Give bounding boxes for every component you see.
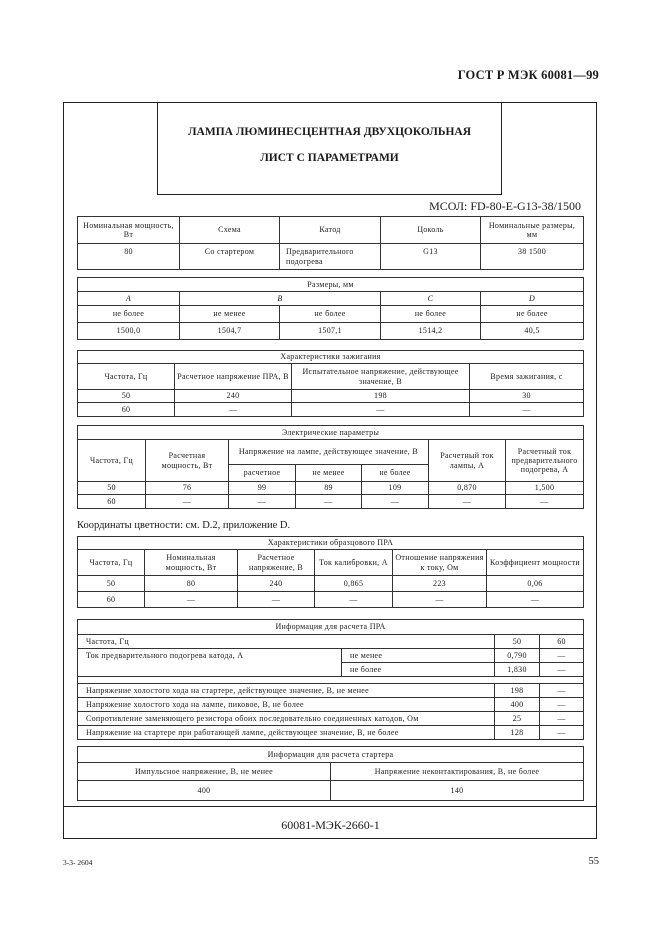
ballast-cell: 50 [78,576,145,592]
starter-cell: 140 [331,781,584,801]
design-caption: Информация для расчета ПРА [78,620,584,635]
el-header: Расчетная мощность, Вт [146,440,229,482]
page-number: 55 [588,856,599,867]
design-cell: 400 [495,698,540,712]
value-power: 80 [78,244,180,270]
el-cell: — [229,495,296,509]
dim-value: 1507,1 [280,323,381,340]
dim-limit: не более [481,306,584,323]
ballast-cell: — [315,592,393,608]
header-cap: Цоколь [381,217,481,244]
design-cell: — [540,726,584,740]
design-cell: 25 [495,712,540,726]
el-header: Частота, Гц [78,440,146,482]
dim-limit: не менее [180,306,280,323]
ballast-header: Расчетное напряжение, В [238,550,315,576]
value-dimensions: 38 1500 [481,244,584,270]
el-cell: — [429,495,506,509]
ign-cell: — [292,403,470,417]
design-cell: 128 [495,726,540,740]
title-line-2: ЛИСТ С ПАРАМЕТРАМИ [260,152,399,164]
design-cell: 1,830 [495,663,540,677]
design-row-label: Напряжение холостого хода на лампе, пиковое, В, не более [78,698,495,712]
dim-value: 1500,0 [78,323,180,340]
standard-number: ГОСТ Р МЭК 60081—99 [457,68,599,82]
ign-cell: 60 [78,403,175,417]
ignition-caption: Характеристики зажигания [78,351,584,364]
ballast-cell: 240 [238,576,315,592]
footer-divider [63,806,597,807]
title-line-1: ЛАМПА ЛЮМИНЕСЦЕНТНАЯ ДВУХЦОКОЛЬНАЯ [187,126,472,138]
starter-caption: Информация для расчета стартера [78,747,584,763]
el-subheader: расчетное [229,465,296,482]
el-cell: 109 [362,482,429,495]
dim-value: 40,5 [481,323,584,340]
value-cap: G13 [381,244,481,270]
ballast-cell: 60 [78,592,145,608]
dim-value: 1504,7 [180,323,280,340]
design-cell: — [540,663,584,677]
el-cell: 60 [78,495,146,509]
design-preheat-label: Ток предварительного подогрева катода, А [78,649,342,677]
el-cell: — [362,495,429,509]
design-frequency-label: Частота, Гц [78,635,495,649]
starter-header: Напряжение неконтактирования, В, не более [331,763,584,781]
ballast-cell: — [487,592,584,608]
value-cathode: Предварительного подогрева [280,244,381,270]
dim-limit: не более [381,306,481,323]
dim-letter-d: D [481,292,584,306]
dim-letter-c: C [381,292,481,306]
ignition-table [77,350,584,417]
ign-header: Расчетное напряжение ПРА, В [175,364,292,390]
ballast-cell: 223 [393,576,487,592]
ballast-header: Частота, Гц [78,550,145,576]
el-subheader: не менее [296,465,362,482]
design-cell: 0,790 [495,649,540,663]
el-cell: — [296,495,362,509]
starter-header: Импульсное напряжение, В, не менее [78,763,331,781]
design-cell: 198 [495,684,540,698]
el-cell: 89 [296,482,362,495]
design-cell: — [540,698,584,712]
dim-value: 1514,2 [381,323,481,340]
sheet-number: 60081-МЭК-2660-1 [281,818,380,832]
ballast-caption: Характеристики образцового ПРА [78,537,584,550]
ballast-cell: 0,865 [315,576,393,592]
el-cell: — [146,495,229,509]
ballast-cell: 0,06 [487,576,584,592]
el-cell: 50 [78,482,146,495]
ign-header: Время зажигания, с [470,364,584,390]
chromaticity-note: Координаты цветности: см. D.2, приложение D. [77,520,291,531]
dimensions-caption: Размеры, мм [78,278,584,292]
el-cell: 0,870 [429,482,506,495]
header-power: Номинальная мощность, Вт [78,217,180,244]
design-frequency-60: 60 [540,635,584,649]
starter-cell: 400 [78,781,331,801]
general-table [77,216,584,270]
starter-design-table [77,746,584,801]
dim-limit: не более [78,306,180,323]
el-cell: 76 [146,482,229,495]
el-header: Расчетный ток предварительного подогрева, А [506,440,584,482]
design-cell: — [540,649,584,663]
ballast-design-table [77,619,584,740]
ign-cell: 240 [175,390,292,403]
design-preheat-max-label: не более [342,663,495,677]
msol-designation: МСОЛ: FD-80-E-G13-38/1500 [429,199,581,213]
electrical-table [77,425,584,509]
design-spacer [78,677,584,684]
dim-letter-a: A [78,292,180,306]
reference-ballast-table [77,536,584,608]
ballast-header: Отношение напряжения к току, Ом [393,550,487,576]
ign-cell: 198 [292,390,470,403]
design-row-label: Напряжение на стартере при работающей лампе, действующее значение, В, не более [78,726,495,740]
el-header: Расчетный ток лампы, А [429,440,506,482]
ign-cell: 50 [78,390,175,403]
value-circuit: Со стартером [180,244,280,270]
header-cathode: Катод [280,217,381,244]
header-circuit: Схема [180,217,280,244]
el-cell: — [506,495,584,509]
el-cell: 1,500 [506,482,584,495]
ign-cell: — [470,403,584,417]
ign-cell: — [175,403,292,417]
dim-letter-b: B [180,292,381,306]
electrical-caption: Электрические параметры [78,426,584,440]
ballast-cell: — [145,592,238,608]
el-cell: 99 [229,482,296,495]
title-box [157,102,502,195]
design-row-label: Напряжение холостого хода на стартере, действующее значение, В, не менее [78,684,495,698]
el-subheader: не более [362,465,429,482]
ballast-header: Коэффициент мощности [487,550,584,576]
ballast-header: Номинальная мощность, Вт [145,550,238,576]
ign-header: Частота, Гц [78,364,175,390]
ign-header: Испытательное напряжение, действующее значение, В [292,364,470,390]
ballast-header: Ток калибровки, А [315,550,393,576]
design-row-label: Сопротивление заменяющего резистора обоих последовательно соединенных катодов, Ом [78,712,495,726]
dim-limit: не более [280,306,381,323]
dimensions-table [77,277,584,340]
ballast-cell: 80 [145,576,238,592]
ballast-cell: — [238,592,315,608]
design-preheat-min-label: не менее [342,649,495,663]
ballast-cell: — [393,592,487,608]
design-cell: — [540,684,584,698]
design-frequency-50: 50 [495,635,540,649]
ign-cell: 30 [470,390,584,403]
print-code: 3-3- 2604 [63,858,93,867]
el-header: Напряжение на лампе, действующее значение, В [229,440,429,465]
header-dimensions: Номинальные размеры, мм [481,217,584,244]
design-cell: — [540,712,584,726]
